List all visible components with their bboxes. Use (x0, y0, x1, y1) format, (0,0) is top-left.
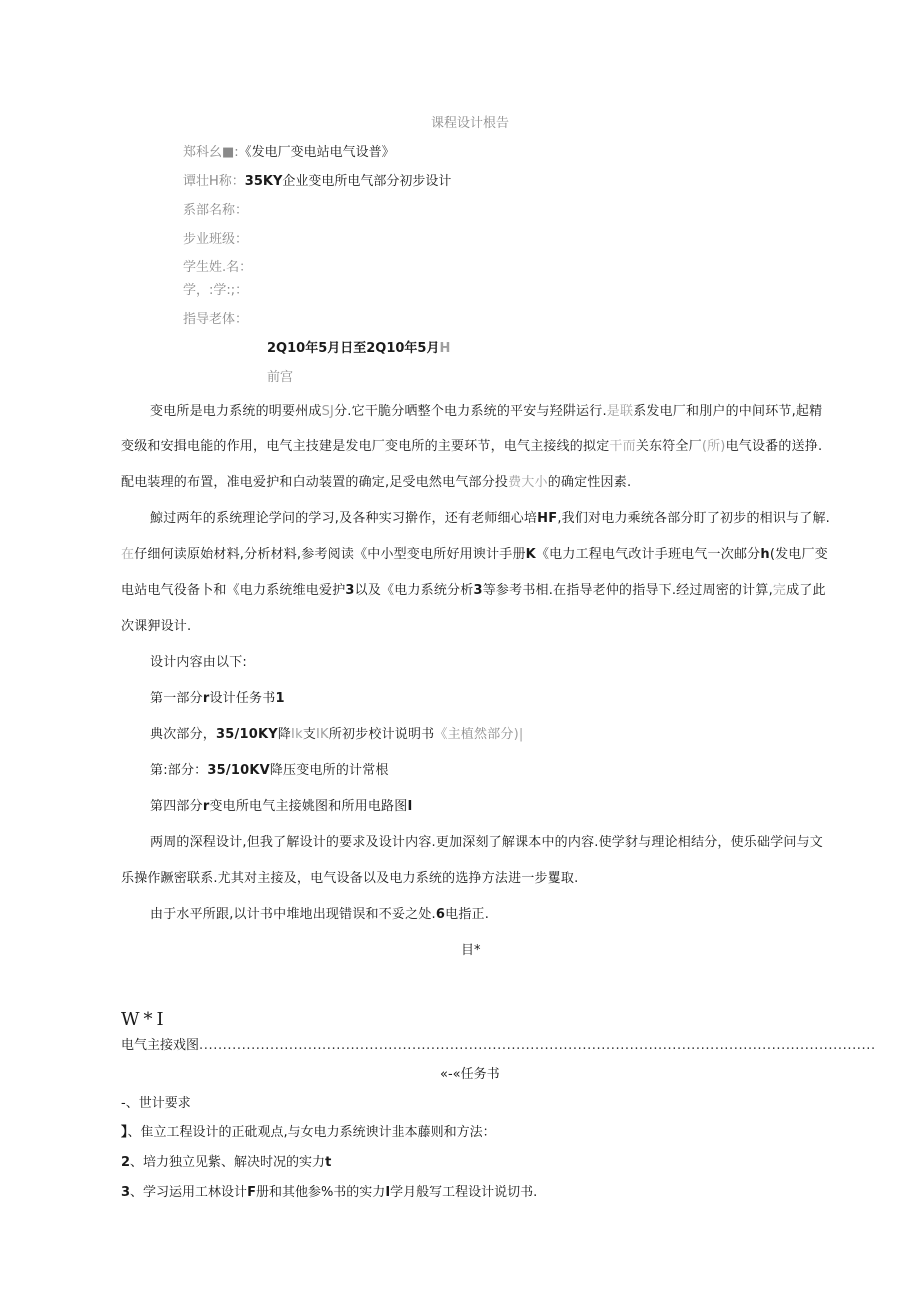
preface-para3-line2: 乐操作蹶密联系.尤其对主接及，电气设备以及电力系统的选挣方法进一步矍取. (121, 871, 579, 886)
date-range-text: 2Q10年5月日至2Q10年5月 (267, 341, 440, 356)
text-run: 1 (275, 691, 285, 706)
date-range (267, 340, 450, 358)
text-run: 成了此 (786, 583, 826, 598)
text-run: 】 (121, 1125, 128, 1140)
text-run: HF (537, 511, 558, 526)
toc-leader-dots: ............................................................................................................................................... (199, 1038, 876, 1053)
text-run: 费大小 (508, 475, 548, 490)
preface-para1-line2 (121, 438, 822, 456)
task-section-requirements: -、世计要求 (121, 1096, 191, 1111)
text-run: 、隹立工程设计的正砒观点,与女电力系统谀计韭本藤则和方法： (127, 1125, 496, 1140)
student-name-label: 学生姓.名： (183, 260, 253, 275)
text-run: IK (316, 727, 329, 742)
topic-field (183, 173, 451, 191)
text-run: 学月般写工程设计说切书. (390, 1185, 538, 1200)
text-run: 第:部分： (150, 763, 208, 778)
text-run: t (325, 1155, 332, 1170)
text-run: 在 (121, 547, 135, 562)
text-run: (所) (701, 439, 726, 454)
text-run: 变级和安揖电能的作用，电气主技建是发电厂变电所的主要环节，电气主接线的拟定 (121, 439, 610, 454)
course-value: 《发电厂变电站电气设普》 (238, 145, 395, 160)
text-run: 35/10KY (216, 727, 278, 742)
text-run: )| (513, 727, 524, 742)
design-part3 (150, 762, 389, 780)
department-label: 系部名称： (183, 203, 249, 218)
text-run: r (202, 799, 210, 814)
text-run: 35/10KV (207, 763, 270, 778)
text-run: SJ (321, 404, 335, 419)
preface-para2-line2 (121, 546, 828, 564)
text-run: h (760, 547, 770, 562)
text-run: 3 (473, 583, 483, 598)
toc-mark: 目* (461, 943, 481, 958)
text-run: 降 (277, 727, 292, 742)
text-run: 设计任务书 (209, 691, 276, 706)
text-run: 《电力工程电气改计手班电气一次邮分 (535, 547, 761, 562)
text-run: 干而 (609, 439, 636, 454)
topic-value-code: 35KY (244, 174, 283, 189)
preface-para3-line1: 两周的深程设计,但我了解设计的要求及设计内容.更加深刻了解课本中的内容.使学豺与理论相结分，使乐础学问与文 (150, 835, 823, 850)
advisor-label: 指导老体： (183, 312, 249, 327)
course-field (183, 144, 395, 162)
text-run: (发电厂变 (769, 547, 828, 562)
preface-para2-line3 (121, 582, 826, 600)
text-run: 典次部分， (150, 727, 217, 742)
text-run: 由于水平所跟,以计书中堆地出现错误和不妥之处. (150, 907, 436, 922)
text-run: 降压变电所的计常根 (269, 763, 389, 778)
text-run: 关东符全厂 (635, 439, 702, 454)
text-run: r (202, 691, 210, 706)
text-run: 电气设番的送挣. (725, 439, 823, 454)
text-run: 6 (435, 907, 446, 922)
text-run: 完 (772, 583, 787, 598)
text-run: 支 (302, 727, 317, 742)
text-run: 等参考书相.在指导老仲的指导下.经过周密的计算, (482, 583, 773, 598)
text-run: 电指正. (445, 907, 490, 922)
student-id-label: 学，:学:;： (183, 283, 249, 298)
topic-label: 谭壮H称： (183, 174, 245, 189)
text-run: 、培力独立见紫、解决时况的实力 (130, 1155, 326, 1170)
toc-heading: W*I (121, 1009, 168, 1030)
text-run: 所初步校计说明书 (328, 727, 435, 742)
course-label: 郑科幺■: (183, 145, 239, 160)
preface-para2-line4: 次课狎设计. (121, 619, 192, 634)
task-book-title: «-«任务书 (440, 1067, 500, 1082)
text-run: F (247, 1185, 256, 1200)
design-part4 (150, 798, 413, 816)
preface-para4 (150, 906, 489, 924)
design-part1 (150, 690, 285, 708)
report-title: 课程设计根告 (431, 116, 510, 131)
text-run: 系发电厂和刖户的中间环节,起精 (633, 404, 823, 419)
toc-entry (121, 1037, 876, 1055)
text-run: 仔细何读原始材料,分析材料,参考阅读《中小型变电所好用谀计手册 (134, 547, 526, 562)
text-run: 变电所电气主接姚图和所用电路图 (209, 799, 408, 814)
text-run: 、学习运用工林设计 (130, 1185, 248, 1200)
text-run: ,我们对电力乘统各部分盯了初步的相识与了解. (557, 511, 830, 526)
text-run: 以及《电力系统分析 (354, 583, 474, 598)
preface-title: 前宫 (267, 370, 294, 385)
text-run: Ik (291, 727, 303, 742)
major-class-label: 步业班级： (183, 232, 249, 247)
text-run: 第一部分 (150, 691, 203, 706)
text-run: 电站电气役备卜和《电力系统维电爱护 (121, 583, 346, 598)
text-run: I (385, 1185, 391, 1200)
text-run: K (525, 547, 536, 562)
text-run: 的确定性因素. (547, 475, 632, 490)
text-run: 鯨过两年的系统理论学问的学习,及各种实习擀作，还有老师细心培 (150, 511, 538, 526)
text-run: 3 (121, 1185, 131, 1200)
task-item-1 (121, 1124, 496, 1142)
text-run: I (407, 799, 413, 814)
task-item-2 (121, 1154, 331, 1172)
design-intro: 设计内容由以下: (150, 655, 247, 670)
text-run: 第四部分 (150, 799, 203, 814)
preface-para1-line1 (150, 403, 822, 421)
preface-para2-line1 (150, 510, 830, 528)
task-item-3 (121, 1184, 537, 1202)
text-run: 变电所是电力系统的明要州成 (150, 404, 322, 419)
preface-para1-line3 (121, 474, 631, 492)
text-run: 分.它干脆分哂整个电力系统的平安与羟阱运行. (334, 404, 607, 419)
text-run: 3 (345, 583, 355, 598)
text-run: 2 (121, 1155, 131, 1170)
toc-entry-label: 电气主接戏图 (121, 1038, 200, 1053)
date-range-end: H (439, 341, 451, 356)
text-run: 是联 (606, 404, 634, 419)
topic-value: 企业变电所电气部分初步设计 (282, 174, 452, 189)
design-part2 (150, 726, 523, 744)
text-run: 配电装理的布置，准电爱护和白动装置的确定,足受电然电气部分投 (121, 475, 509, 490)
text-run: 册和其他参%书的实力 (255, 1185, 386, 1200)
text-run: 《主植然部分 (434, 727, 514, 742)
